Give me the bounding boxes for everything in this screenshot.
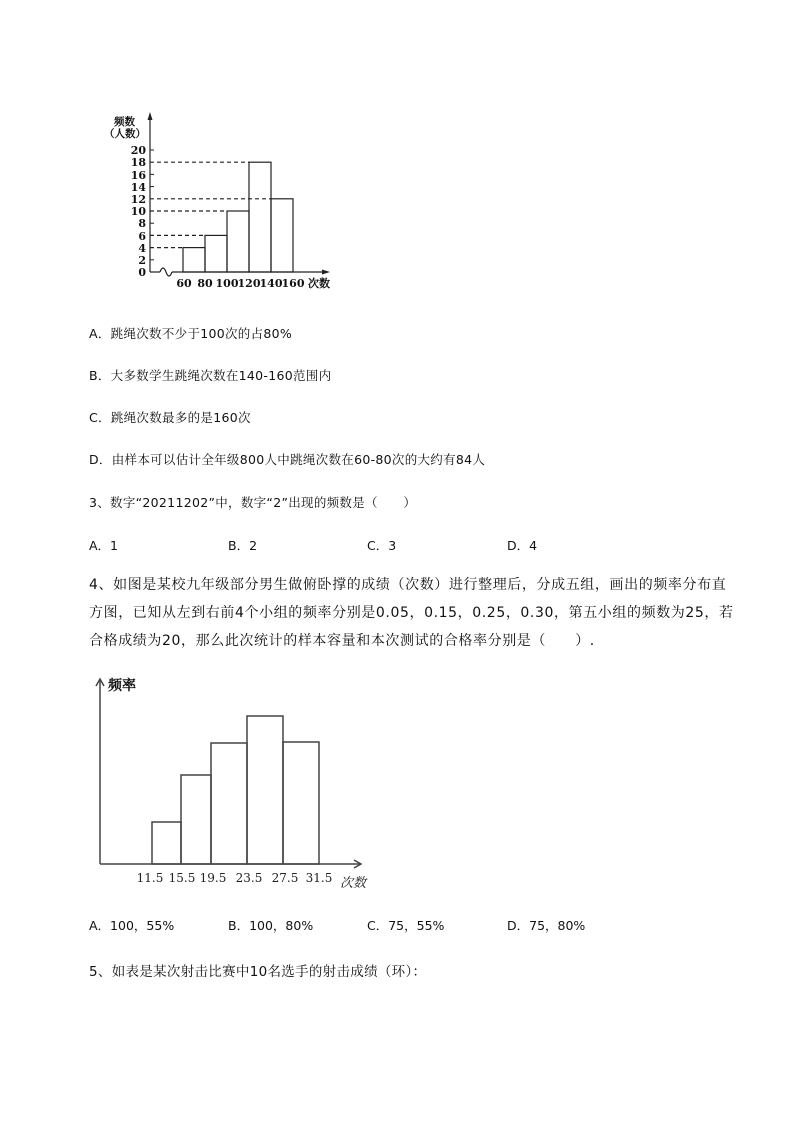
svg-text:12: 12 <box>130 193 146 206</box>
x-tick: 19.5 <box>199 871 227 885</box>
x-tick: 31.5 <box>305 871 333 885</box>
q3-option-c[interactable]: C．3 <box>367 538 397 553</box>
x-tick: 120 <box>237 277 261 290</box>
x-tick: 23.5 <box>235 871 263 885</box>
svg-text:2: 2 <box>138 254 146 267</box>
x-axis-label: 次数 <box>308 277 330 290</box>
q4-option-c[interactable]: C．75，55% <box>367 918 445 933</box>
x-tick: 27.5 <box>271 871 299 885</box>
x-tick: 160 <box>281 277 305 290</box>
q3-option-a[interactable]: A．1 <box>89 538 119 553</box>
y-axis-label: 频率 <box>108 678 136 694</box>
q3-option-b[interactable]: B．2 <box>228 538 258 553</box>
q2-option-b[interactable]: B．大多数学生跳绳次数在140-160范围内 <box>89 368 332 383</box>
q2-option-d[interactable]: D．由样本可以估计全年级800人中跳绳次数在60-80次的大约有84人 <box>89 452 486 467</box>
q3-option-d[interactable]: D．4 <box>507 538 538 553</box>
x-tick: 80 <box>197 277 213 290</box>
q4-option-d[interactable]: D．75，80% <box>507 918 586 933</box>
q4-option-b[interactable]: B．100，80% <box>228 918 314 933</box>
q5-stem: 5、如表是某次射击比赛中10名选手的射击成绩（环）： <box>89 964 427 980</box>
svg-text:16: 16 <box>130 169 146 182</box>
x-axis-label: 次数 <box>340 876 367 891</box>
q3-stem: 3、数字“20211202”中，数字“2”出现的频数是（ ） <box>89 495 417 510</box>
histogram-jump-rope <box>100 105 350 295</box>
svg-text:20: 20 <box>130 144 146 157</box>
svg-text:14: 14 <box>130 181 146 194</box>
q2-option-a[interactable]: A．跳绳次数不少于100次的占80% <box>89 326 293 341</box>
x-tick: 100 <box>215 277 239 290</box>
histogram-push-ups <box>90 670 390 895</box>
q4-stem-line2: 方图，已知从左到右前4个小组的频率分别是0.05，0.15，0.25，0.30，第五小组的频数为25，若 <box>89 605 734 621</box>
q4-stem-line1: 4、如图是某校九年级部分男生做俯卧撑的成绩（次数）进行整理后，分成五组，画出的频率分布直 <box>89 577 727 593</box>
svg-text:4: 4 <box>138 242 146 255</box>
q4-stem-line3: 合格成绩为20，那么此次统计的样本容量和本次测试的合格率分别是（ ）. <box>89 633 595 649</box>
svg-text:10: 10 <box>130 205 146 218</box>
x-tick: 15.5 <box>168 871 196 885</box>
svg-text:0: 0 <box>138 266 146 279</box>
x-tick: 11.5 <box>136 871 164 885</box>
x-tick: 60 <box>176 277 192 290</box>
y-axis-label-line2: （人数） <box>104 128 146 140</box>
x-tick: 140 <box>259 277 283 290</box>
q4-option-a[interactable]: A．100，55% <box>89 918 175 933</box>
y-axis-label-line1: 频数 <box>114 116 135 128</box>
svg-text:6: 6 <box>138 230 146 243</box>
svg-text:18: 18 <box>130 156 146 169</box>
svg-text:8: 8 <box>138 217 146 230</box>
q2-option-c[interactable]: C．跳绳次数最多的是160次 <box>89 410 251 425</box>
